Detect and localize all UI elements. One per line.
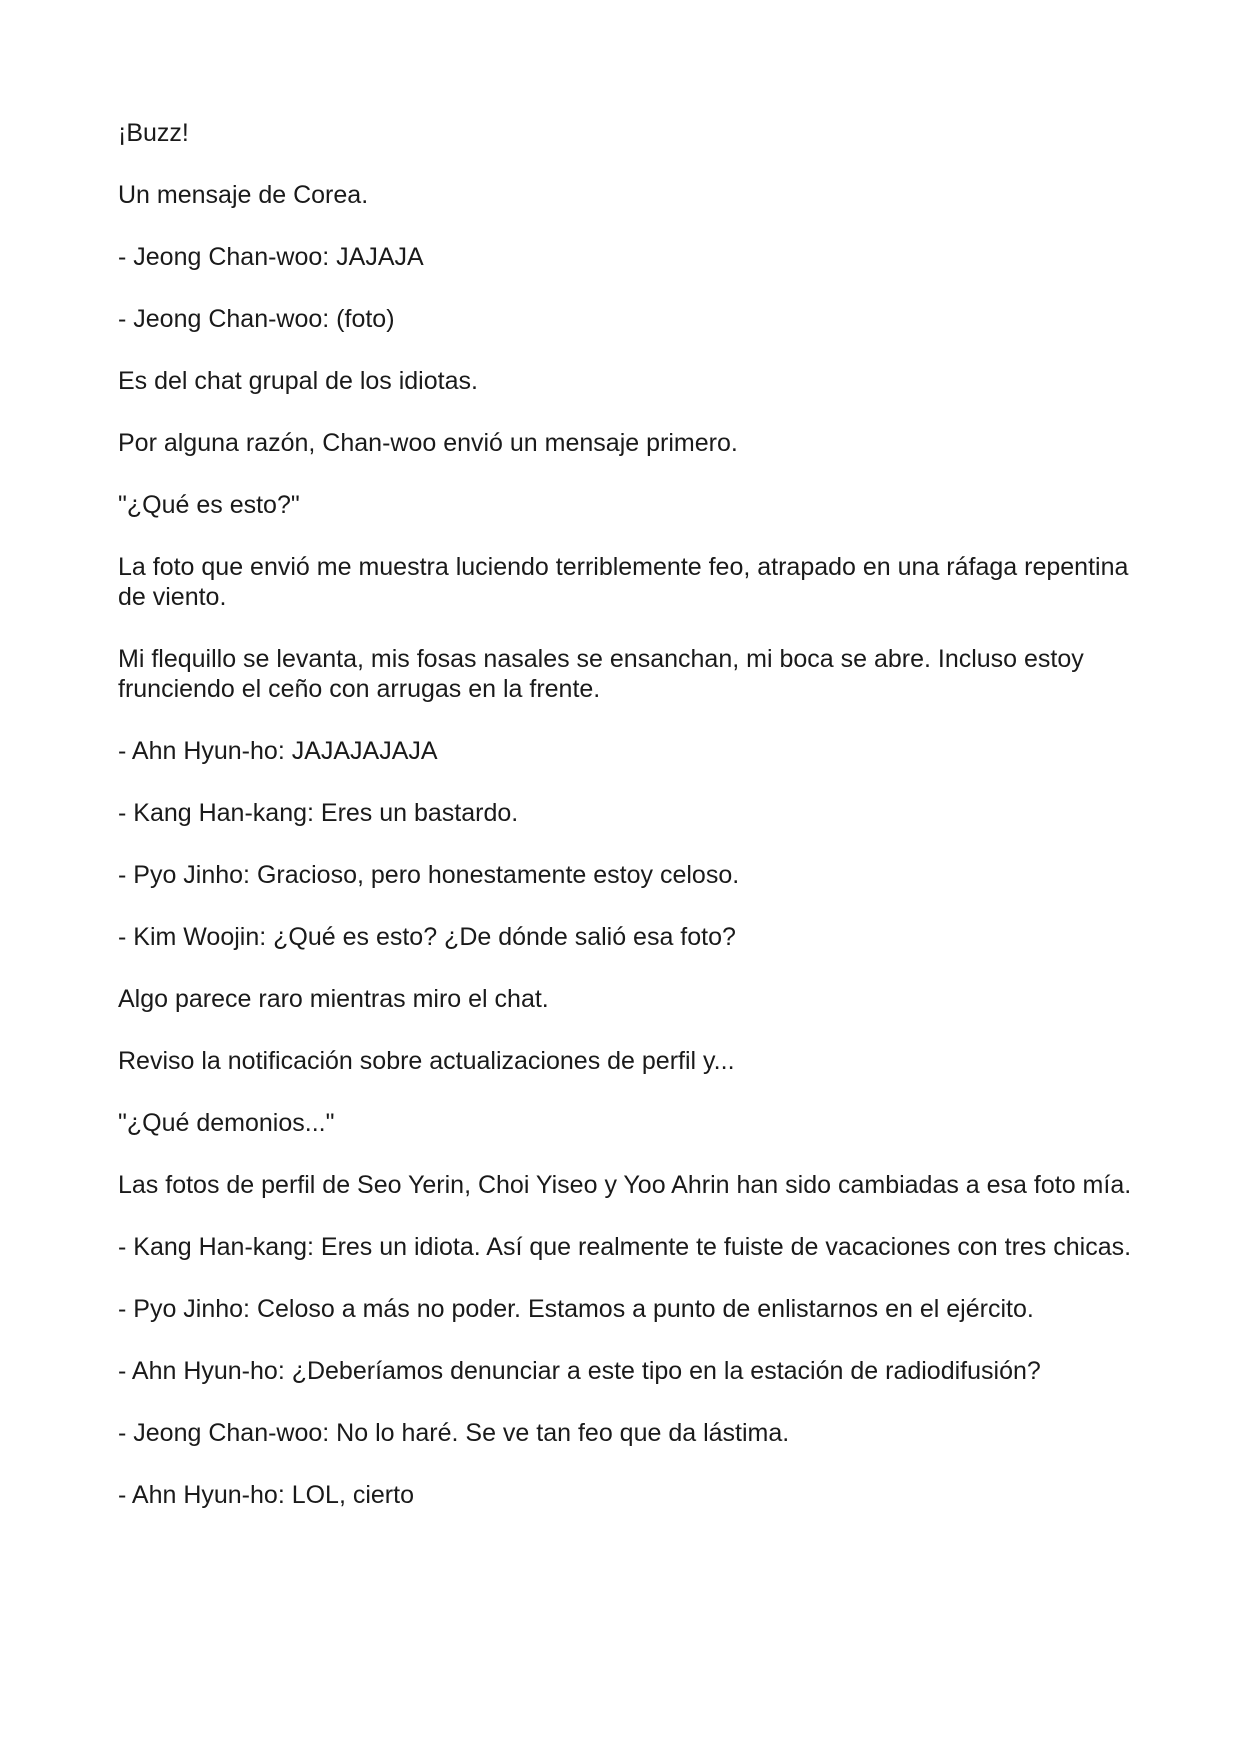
paragraph: Mi flequillo se levanta, mis fosas nasales se ensanchan, mi boca se abre. Incluso estoy frunciendo el ceño con arrugas en la frente. [118, 645, 1084, 703]
paragraph: Por alguna razón, Chan-woo envió un mensaje primero. [118, 429, 738, 457]
chat-line: - Ahn Hyun-ho: JAJAJAJAJA [118, 737, 438, 765]
chat-line: - Jeong Chan-woo: JAJAJA [118, 243, 424, 271]
chat-line: - Kang Han-kang: Eres un idiota. Así que realmente te fuiste de vacaciones con tres chicas. [118, 1233, 1132, 1261]
paragraph: ¡Buzz! [118, 119, 189, 147]
document-body [118, 118, 1138, 1542]
chat-line: - Ahn Hyun-ho: LOL, cierto [118, 1481, 414, 1509]
dialogue: "¿Qué demonios..." [118, 1109, 335, 1137]
chat-line: - Jeong Chan-woo: (foto) [118, 305, 395, 333]
paragraph: Reviso la notificación sobre actualizaciones de perfil y... [118, 1047, 735, 1075]
chat-line: - Jeong Chan-woo: No lo haré. Se ve tan feo que da lástima. [118, 1419, 790, 1447]
paragraph: La foto que envió me muestra luciendo terriblemente feo, atrapado en una ráfaga repentina de viento. [118, 553, 1129, 611]
paragraph: Algo parece raro mientras miro el chat. [118, 985, 549, 1013]
chat-line: - Ahn Hyun-ho: ¿Deberíamos denunciar a este tipo en la estación de radiodifusión? [118, 1357, 1041, 1385]
chat-line: - Kang Han-kang: Eres un bastardo. [118, 799, 519, 827]
chat-line: - Pyo Jinho: Gracioso, pero honestamente estoy celoso. [118, 861, 740, 889]
paragraph: Es del chat grupal de los idiotas. [118, 367, 478, 395]
chat-line: - Kim Woojin: ¿Qué es esto? ¿De dónde salió esa foto? [118, 923, 736, 951]
dialogue: "¿Qué es esto?" [118, 491, 300, 519]
paragraph: Las fotos de perfil de Seo Yerin, Choi Yiseo y Yoo Ahrin han sido cambiadas a esa foto mía. [118, 1171, 1132, 1199]
paragraph: Un mensaje de Corea. [118, 181, 369, 209]
chat-line: - Pyo Jinho: Celoso a más no poder. Estamos a punto de enlistarnos en el ejército. [118, 1295, 1034, 1323]
